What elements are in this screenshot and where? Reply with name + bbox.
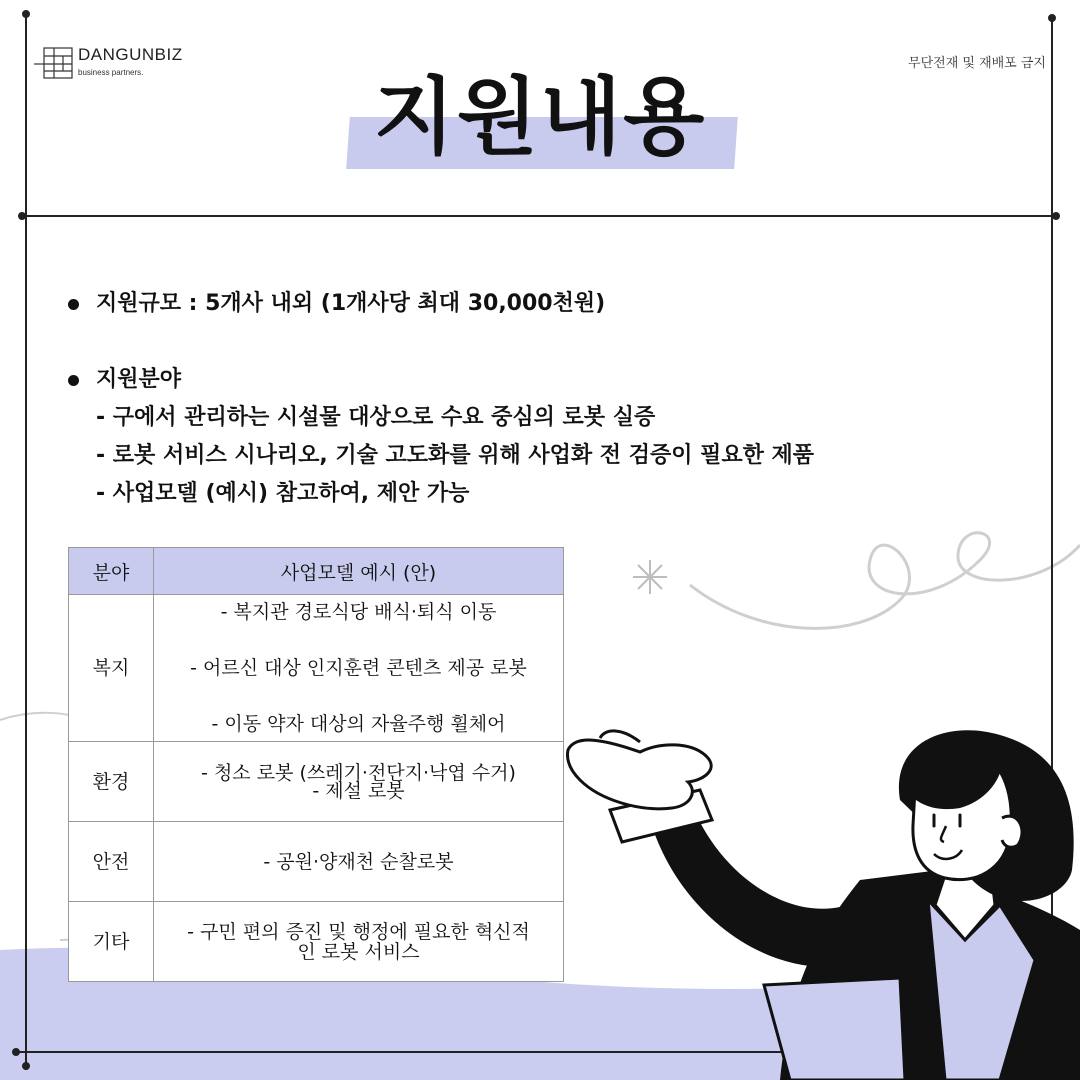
copyright-notice: 무단전재 및 재배포 금지: [908, 56, 1046, 71]
row-item: - 어르신 대상 인지훈련 콘텐츠 제공 로봇: [190, 657, 527, 679]
row-item: - 이동 약자 대상의 자율주행 휠체어: [211, 713, 506, 735]
bullet-support-scale: [68, 285, 968, 323]
row-item: - 구민 편의 증진 및 행정에 필요한 혁신적: [187, 920, 530, 943]
row-item: 인 로봇 서비스: [297, 940, 420, 963]
support-field-heading: 지원분야: [96, 367, 182, 392]
row-category: 복지: [69, 595, 154, 742]
header-category: 분야: [69, 548, 154, 595]
support-scale-text: 지원규모 : 5개사 내외 (1개사당 최대 30,000천원): [96, 291, 606, 316]
row-category: 환경: [69, 742, 154, 822]
header-examples: 사업모델 예시 (안): [154, 548, 564, 595]
logo-name: DANGUNBIZ: [78, 45, 183, 64]
page-title: 지원내용: [373, 68, 707, 166]
row-items: [154, 902, 564, 982]
bullet-support-field: [68, 361, 968, 399]
row-items: [154, 742, 564, 822]
table-header-row: [69, 548, 564, 595]
row-item: - 공원·양재천 순찰로봇: [263, 850, 454, 873]
table-row: [69, 822, 564, 902]
bullet-dot-icon: [68, 375, 79, 386]
sparkle-icon: [633, 560, 667, 594]
support-details: [68, 285, 968, 513]
field-item: - 사업모델 (예시) 참고하여, 제안 가능: [96, 481, 470, 506]
row-category: 기타: [69, 902, 154, 982]
bullet-dot-icon: [68, 299, 79, 310]
business-model-table: [68, 547, 564, 982]
row-items: [154, 822, 564, 902]
row-item: - 복지관 경로식당 배식·퇴식 이동: [220, 601, 497, 623]
table-row: [69, 595, 564, 742]
right-curl: [690, 533, 1080, 629]
table-row: [69, 742, 564, 822]
field-item: - 로봇 서비스 시나리오, 기술 고도화를 위해 사업화 전 검증이 필요한 제품: [96, 443, 815, 468]
row-items: [154, 595, 564, 742]
row-item: - 제설 로봇: [312, 779, 405, 802]
table-row: [69, 902, 564, 982]
logo-tagline: business partners.: [78, 68, 144, 77]
field-item: - 구에서 관리하는 시설물 대상으로 수요 중심의 로봇 실증: [96, 405, 656, 430]
row-item: - 청소 로봇 (쓰레기·전단지·낙엽 수거): [201, 761, 516, 784]
row-category: 안전: [69, 822, 154, 902]
